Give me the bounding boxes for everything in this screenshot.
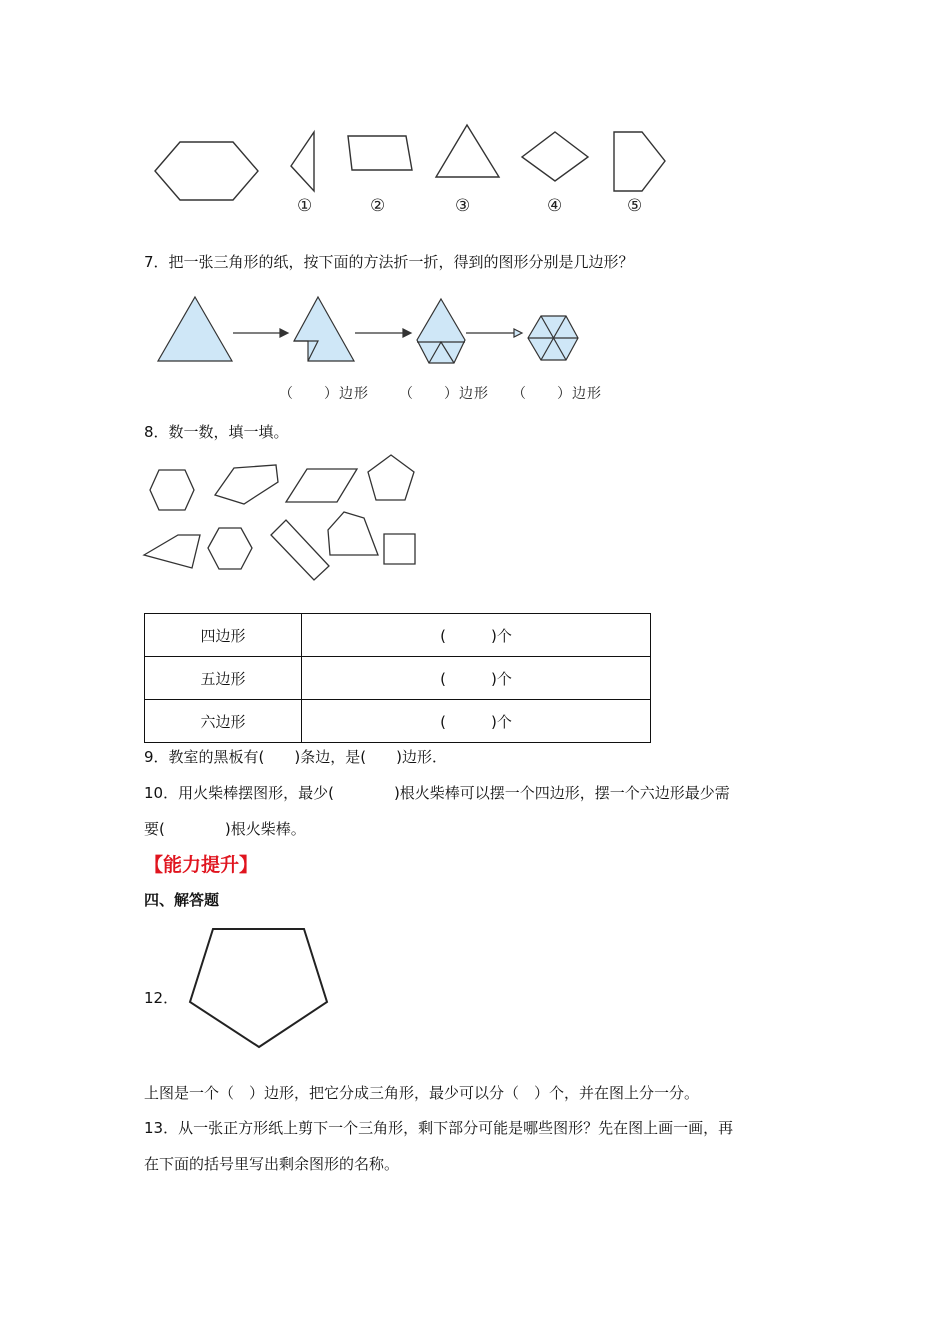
parallelogram-shape (348, 136, 412, 170)
table-row (145, 700, 651, 743)
shape-label-1: ① (297, 196, 313, 216)
question-7-text: 7．把一张三角形的纸，按下面的方法折一折，得到的图形分别是几边形？ (144, 253, 634, 271)
blank-pentagon-count[interactable]: ( )个 (302, 657, 651, 700)
question-10-line-1: 10．用火柴棒摆图形，最少( )根火柴棒可以摆一个四边形，摆一个六边形最少需 (144, 784, 730, 802)
section-title: 【能力提升】 (144, 854, 259, 876)
shape-label-3: ③ (455, 196, 471, 216)
hexagon-shape (155, 142, 258, 200)
row-name-quadrilateral: 四边形 (145, 614, 302, 657)
count-shapes-figure (0, 448, 950, 588)
question-9-text: 9．教室的黑板有( )条边，是( )边形． (144, 748, 447, 766)
table-row (145, 614, 651, 657)
q7-answer-1[interactable]: （ ）边形 (279, 386, 369, 402)
parallelogram-a (286, 469, 357, 502)
question-13-line-1: 13．从一张正方形纸上剪下一个三角形，剩下部分可能是哪些图形？先在图上画一画，再 (144, 1119, 734, 1137)
q7-answer-3[interactable]: （ ）边形 (512, 386, 602, 402)
blank-hexagon-count[interactable]: ( )个 (302, 700, 651, 743)
count-table (144, 613, 651, 743)
top-shapes-figure (0, 0, 950, 230)
fold-step-2-shape (294, 297, 354, 361)
large-pentagon (190, 929, 327, 1047)
hexagon-b (208, 528, 252, 569)
thin-triangle-shape (291, 132, 314, 191)
square-shape (384, 534, 415, 564)
hexagon-irregular (328, 512, 378, 555)
q7-answer-2[interactable]: （ ）边形 (399, 386, 489, 402)
row-name-pentagon: 五边形 (145, 657, 302, 700)
long-rectangle (271, 520, 329, 580)
question-13-line-2: 在下面的括号里写出剩余图形的名称。 (144, 1155, 400, 1173)
quadrilateral-a (144, 535, 200, 568)
question-8-text: 8．数一数，填一填。 (144, 423, 289, 441)
shape-label-4: ④ (547, 196, 563, 216)
question-12-number: 12． (144, 989, 179, 1007)
blank-quadrilateral-count[interactable]: ( )个 (302, 614, 651, 657)
shape-label-2: ② (370, 196, 386, 216)
row-name-hexagon: 六边形 (145, 700, 302, 743)
hexagon-a (150, 470, 194, 510)
folding-triangle-figure (0, 285, 950, 370)
rhombus-shape (522, 132, 588, 181)
shape-label-5: ⑤ (627, 196, 643, 216)
fold-step-3-shape (417, 299, 465, 363)
pentagon-irregular-a (215, 465, 278, 504)
pentagon-regular (368, 455, 414, 500)
table-row (145, 657, 651, 700)
fold-step-1-triangle (158, 297, 232, 361)
triangle-shape (436, 125, 499, 177)
pentagon-shape (614, 132, 665, 191)
question-10-line-2: 要( )根火柴棒。 (144, 820, 306, 838)
large-pentagon-figure (180, 920, 340, 1055)
question-12-text: 上图是一个（ ）边形，把它分成三角形，最少可以分（ ）个，并在图上分一分。 (144, 1084, 700, 1102)
part-title: 四、解答题 (144, 891, 220, 909)
